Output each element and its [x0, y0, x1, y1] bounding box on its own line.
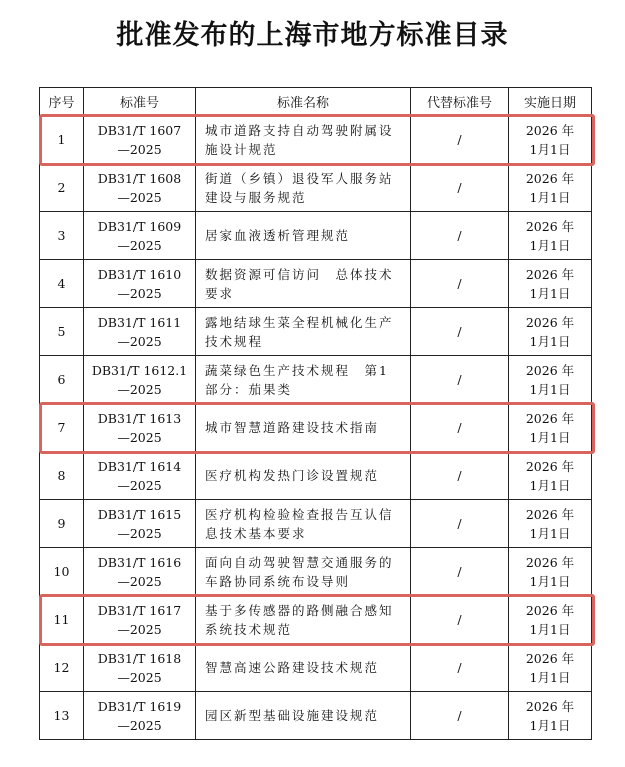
standard-code-cell — [84, 692, 196, 740]
replaced-standard: / — [411, 452, 509, 500]
effective-date-cell — [509, 500, 592, 548]
effective-date-year: 2026 年 — [525, 602, 575, 618]
effective-date-cell — [509, 356, 592, 404]
standard-name: 医疗机构检验检查报告互认信息技术基本要求 — [205, 506, 394, 541]
effective-date-day: 1月1日 — [529, 141, 571, 157]
table-row — [40, 548, 592, 596]
column-header-date: 实施日期 — [509, 88, 592, 116]
standard-name-cell — [196, 116, 411, 164]
standard-code-cell — [84, 644, 196, 692]
effective-date-cell — [509, 260, 592, 308]
effective-date-cell — [509, 308, 592, 356]
standard-year: —2025 — [117, 477, 162, 493]
table-row — [40, 308, 592, 356]
standard-code: DB31/T 1612.1 — [91, 362, 188, 378]
standard-name: 城市智慧道路建设技术指南 — [205, 420, 380, 435]
effective-date-day: 1月1日 — [529, 621, 571, 637]
standard-name-cell — [196, 212, 411, 260]
page-title: 批准发布的上海市地方标准目录 — [116, 20, 509, 51]
standard-name-cell — [196, 452, 411, 500]
table-row — [40, 692, 592, 740]
replaced-standard: / — [411, 404, 509, 452]
row-number: 7 — [40, 404, 84, 452]
table-row — [40, 596, 592, 644]
row-number: 12 — [40, 644, 84, 692]
standard-name-cell — [196, 260, 411, 308]
standard-code-cell — [84, 164, 196, 212]
standard-code-cell — [84, 356, 196, 404]
table-row — [40, 356, 592, 404]
standard-code: DB31/T 1608 — [97, 170, 182, 186]
standard-code: DB31/T 1616 — [97, 554, 182, 570]
row-number: 2 — [40, 164, 84, 212]
row-number: 6 — [40, 356, 84, 404]
table-row — [40, 116, 592, 164]
standard-code-cell — [84, 500, 196, 548]
replaced-standard: / — [411, 596, 509, 644]
replaced-standard: / — [411, 500, 509, 548]
standard-year: —2025 — [117, 429, 162, 445]
table-row — [40, 644, 592, 692]
replaced-standard: / — [411, 548, 509, 596]
standard-name-cell — [196, 596, 411, 644]
standard-year: —2025 — [117, 237, 162, 253]
row-number: 10 — [40, 548, 84, 596]
standard-year: —2025 — [117, 189, 162, 205]
column-header-replaced: 代替标准号 — [411, 88, 509, 116]
effective-date-cell — [509, 548, 592, 596]
row-number: 13 — [40, 692, 84, 740]
standard-name: 医疗机构发热门诊设置规范 — [205, 468, 380, 483]
effective-date-year: 2026 年 — [525, 554, 575, 570]
table-row — [40, 212, 592, 260]
table-header-row — [40, 88, 592, 116]
effective-date-day: 1月1日 — [529, 429, 571, 445]
effective-date-year: 2026 年 — [525, 650, 575, 666]
replaced-standard: / — [411, 260, 509, 308]
effective-date-cell — [509, 212, 592, 260]
standard-name-cell — [196, 644, 411, 692]
standard-name: 基于多传感器的路侧融合感知系统技术规范 — [205, 602, 394, 637]
replaced-standard: / — [411, 308, 509, 356]
standard-code: DB31/T 1619 — [97, 698, 182, 714]
table-row — [40, 500, 592, 548]
standard-year: —2025 — [117, 669, 162, 685]
standard-code-cell — [84, 116, 196, 164]
effective-date-cell — [509, 692, 592, 740]
effective-date-year: 2026 年 — [525, 698, 575, 714]
standard-code: DB31/T 1614 — [97, 458, 182, 474]
effective-date-day: 1月1日 — [529, 381, 571, 397]
standard-name-cell — [196, 356, 411, 404]
standard-name: 数据资源可信访问 总体技术要求 — [205, 266, 394, 301]
effective-date-cell — [509, 116, 592, 164]
standard-name-cell — [196, 308, 411, 356]
effective-date-day: 1月1日 — [529, 333, 571, 349]
column-header-code: 标准号 — [84, 88, 196, 116]
standard-name: 园区新型基础设施建设规范 — [205, 708, 380, 723]
standard-code-cell — [84, 260, 196, 308]
effective-date-cell — [509, 452, 592, 500]
replaced-standard: / — [411, 164, 509, 212]
replaced-standard: / — [411, 212, 509, 260]
standard-code-cell — [84, 308, 196, 356]
standard-name: 街道（乡镇）退役军人服务站建设与服务规范 — [205, 170, 394, 205]
effective-date-year: 2026 年 — [525, 410, 575, 426]
standard-code: DB31/T 1617 — [97, 602, 182, 618]
standard-year: —2025 — [117, 285, 162, 301]
standard-year: —2025 — [117, 333, 162, 349]
effective-date-year: 2026 年 — [525, 218, 575, 234]
standard-name-cell — [196, 548, 411, 596]
effective-date-day: 1月1日 — [529, 525, 571, 541]
effective-date-day: 1月1日 — [529, 189, 571, 205]
standard-name: 露地结球生菜全程机械化生产技术规程 — [205, 314, 394, 349]
column-header-name: 标准名称 — [196, 88, 411, 116]
effective-date-day: 1月1日 — [529, 237, 571, 253]
standard-name: 智慧高速公路建设技术规范 — [205, 660, 380, 675]
effective-date-year: 2026 年 — [525, 362, 575, 378]
effective-date-cell — [509, 164, 592, 212]
replaced-standard: / — [411, 116, 509, 164]
effective-date-day: 1月1日 — [529, 669, 571, 685]
standard-code: DB31/T 1609 — [97, 218, 182, 234]
replaced-standard: / — [411, 644, 509, 692]
standard-name: 面向自动驾驶智慧交通服务的车路协同系统布设导则 — [205, 554, 394, 589]
effective-date-cell — [509, 644, 592, 692]
effective-date-year: 2026 年 — [525, 314, 575, 330]
standard-code: DB31/T 1618 — [97, 650, 182, 666]
table-row — [40, 452, 592, 500]
table-row — [40, 164, 592, 212]
standard-name: 城市道路支持自动驾驶附属设施设计规范 — [205, 122, 394, 157]
table-row — [40, 260, 592, 308]
standard-code-cell — [84, 404, 196, 452]
effective-date-year: 2026 年 — [525, 266, 575, 282]
standard-name: 居家血液透析管理规范 — [205, 228, 351, 243]
effective-date-cell — [509, 596, 592, 644]
standard-code-cell — [84, 452, 196, 500]
standard-name-cell — [196, 164, 411, 212]
standard-code: DB31/T 1611 — [97, 314, 182, 330]
row-number: 3 — [40, 212, 84, 260]
row-number: 4 — [40, 260, 84, 308]
standard-code: DB31/T 1615 — [97, 506, 182, 522]
standard-name-cell — [196, 404, 411, 452]
effective-date-year: 2026 年 — [525, 170, 575, 186]
standard-code: DB31/T 1607 — [97, 122, 182, 138]
effective-date-day: 1月1日 — [529, 285, 571, 301]
row-number: 11 — [40, 596, 84, 644]
row-number: 9 — [40, 500, 84, 548]
standard-code: DB31/T 1613 — [97, 410, 182, 426]
replaced-standard: / — [411, 692, 509, 740]
standard-name: 蔬菜绿色生产技术规程 第1部分：茄果类 — [205, 362, 389, 397]
effective-date-year: 2026 年 — [525, 506, 575, 522]
row-number: 5 — [40, 308, 84, 356]
effective-date-day: 1月1日 — [529, 573, 571, 589]
effective-date-day: 1月1日 — [529, 477, 571, 493]
standard-year: —2025 — [117, 717, 162, 733]
table-row — [40, 404, 592, 452]
standard-code-cell — [84, 596, 196, 644]
standard-year: —2025 — [117, 141, 162, 157]
replaced-standard: / — [411, 356, 509, 404]
standards-table — [39, 87, 592, 740]
standard-year: —2025 — [117, 381, 162, 397]
standard-name-cell — [196, 500, 411, 548]
effective-date-year: 2026 年 — [525, 458, 575, 474]
column-header-no: 序号 — [40, 88, 84, 116]
row-number: 1 — [40, 116, 84, 164]
row-number: 8 — [40, 452, 84, 500]
standard-code: DB31/T 1610 — [97, 266, 182, 282]
standard-name-cell — [196, 692, 411, 740]
standard-code-cell — [84, 548, 196, 596]
effective-date-year: 2026 年 — [525, 122, 575, 138]
standard-year: —2025 — [117, 573, 162, 589]
effective-date-day: 1月1日 — [529, 717, 571, 733]
effective-date-cell — [509, 404, 592, 452]
standard-code-cell — [84, 212, 196, 260]
standard-year: —2025 — [117, 621, 162, 637]
standard-year: —2025 — [117, 525, 162, 541]
